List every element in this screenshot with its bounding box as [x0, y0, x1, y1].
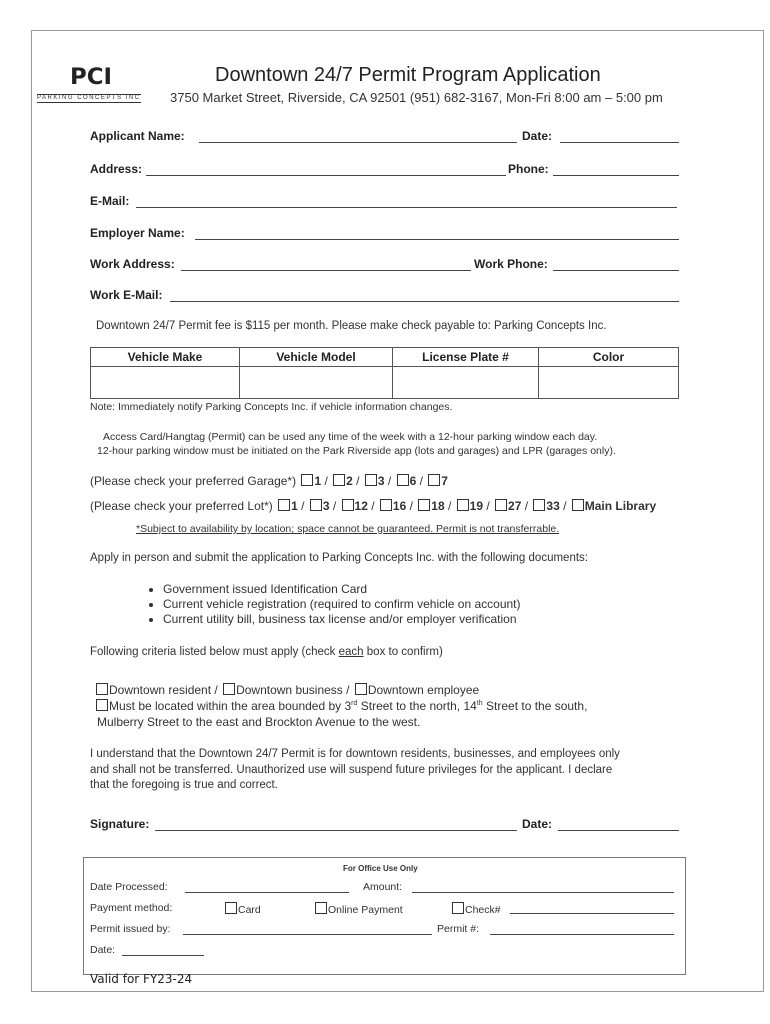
garage-options-row: (Please check your preferred Garage*) 1 / 2 / 3 / 6 / 7	[90, 474, 448, 488]
access-line-1: Access Card/Hangtag (Permit) can be used any time of the week with a 12-hour parking window each day.	[103, 431, 598, 443]
availability-note: *Subject to availability by location; space cannot be guaranteed. Permit is not transferrable.	[136, 523, 560, 535]
garage-checkbox-3[interactable]	[365, 474, 377, 486]
color-header: Color	[539, 348, 679, 367]
vehicle-model-header: Vehicle Model	[240, 348, 393, 367]
date-processed-field[interactable]	[185, 892, 349, 893]
lot-checkbox-12[interactable]	[342, 499, 354, 511]
location-sup-th: th	[476, 700, 483, 707]
signature-date-label: Date:	[522, 817, 553, 831]
resident-checkbox[interactable]	[96, 683, 108, 695]
lot-checkbox-27[interactable]	[495, 499, 507, 511]
location-checkbox[interactable]	[96, 699, 108, 711]
phone-field[interactable]	[553, 175, 679, 176]
date-processed-label: Date Processed:	[90, 881, 168, 893]
lot-option-3: 3	[322, 499, 330, 513]
lot-options-row: (Please check your preferred Lot*) 1 / 3 / 12 / 16 / 18 / 19 / 27 / 33 / Main Library	[90, 499, 657, 513]
lot-prefix: (Please check your preferred Lot*)	[90, 499, 273, 513]
lot-option-16: 16	[392, 499, 407, 513]
check-option	[450, 902, 501, 916]
vehicle-make-cell[interactable]	[91, 367, 240, 399]
lot-option-1: 1	[291, 499, 298, 513]
check-number-field[interactable]	[510, 913, 674, 914]
amount-field[interactable]	[412, 892, 674, 893]
documents-list	[145, 582, 521, 627]
lot-checkbox-1[interactable]	[278, 499, 290, 511]
online-payment-option	[313, 902, 403, 916]
location-sup-rd: rd	[351, 700, 358, 707]
location-text-end: Street to the south,	[482, 699, 588, 713]
work-phone-label: Work Phone:	[474, 257, 548, 271]
email-label: E-Mail:	[90, 194, 130, 208]
svg-text:PCI: PCI	[70, 66, 112, 86]
applicant-name-label: Applicant Name:	[90, 129, 185, 143]
online-payment-label: Online Payment	[328, 904, 403, 916]
card-checkbox[interactable]	[225, 902, 237, 914]
address-field[interactable]	[146, 175, 506, 176]
list-item: • Government issued Identification Card	[163, 582, 521, 597]
signature-date-field[interactable]	[558, 830, 679, 831]
lot-option-12: 12	[354, 499, 368, 513]
office-date-label: Date:	[90, 944, 116, 956]
criteria-location-row	[94, 699, 587, 713]
license-plate-cell[interactable]	[393, 367, 539, 399]
address-label: Address:	[90, 162, 143, 176]
location-text: Must be located within the area bounded by 3	[109, 699, 352, 713]
business-label: Downtown business /	[236, 683, 350, 697]
garage-option-2: 2	[346, 474, 353, 488]
vehicle-note: Note: Immediately notify Parking Concepts Inc. if vehicle information changes.	[90, 401, 453, 413]
garage-prefix: (Please check your preferred Garage*)	[90, 474, 297, 488]
employee-checkbox[interactable]	[355, 683, 367, 695]
signature-field[interactable]	[155, 830, 517, 831]
lot-checkbox-18[interactable]	[418, 499, 430, 511]
lot-checkbox-3[interactable]	[310, 499, 322, 511]
criteria-intro-emphasis: each	[338, 646, 364, 658]
page-title: Downtown 24/7 Permit Program Application	[215, 64, 601, 86]
amount-label: Amount:	[363, 881, 403, 893]
office-use-box	[83, 857, 686, 975]
vehicle-make-header: Vehicle Make	[91, 348, 240, 367]
list-item: • Current utility bill, business tax license and/or employer verification	[163, 612, 521, 627]
permit-number-label: Permit #:	[437, 923, 480, 935]
lot-option-19: 19	[469, 499, 483, 513]
garage-checkbox-1[interactable]	[301, 474, 313, 486]
garage-checkbox-2[interactable]	[333, 474, 345, 486]
criteria-intro-text: Following criteria listed below must apply (check	[90, 646, 339, 658]
location-text-mid: Street to the north, 14	[357, 699, 477, 713]
location-line-2: Mulberry Street to the east and Brockton Avenue to the west.	[97, 715, 421, 729]
fee-text: Downtown 24/7 Permit fee is $115 per month. Please make check payable to: Parking Concepts Inc.	[96, 320, 607, 332]
card-label: Card	[238, 904, 261, 916]
card-option	[223, 902, 261, 916]
employer-name-field[interactable]	[195, 239, 679, 240]
criteria-type-row	[94, 683, 479, 697]
check-checkbox[interactable]	[452, 902, 464, 914]
resident-label: Downtown resident /	[109, 683, 218, 697]
lot-checkbox-19[interactable]	[457, 499, 469, 511]
employer-name-label: Employer Name:	[90, 226, 185, 240]
garage-option-3: 3	[377, 474, 385, 488]
business-checkbox[interactable]	[223, 683, 235, 695]
lot-option-main-library: Main Library	[584, 499, 657, 513]
work-phone-field[interactable]	[553, 270, 679, 271]
list-item: • Current vehicle registration (required to confirm vehicle on account)	[163, 597, 521, 612]
declaration-line-3: that the foregoing is true and correct.	[90, 779, 278, 791]
license-plate-header: License Plate #	[393, 348, 539, 367]
lot-checkbox-16[interactable]	[380, 499, 392, 511]
garage-option-1: 1	[314, 474, 322, 488]
phone-label: Phone:	[508, 162, 549, 176]
vehicle-table	[90, 347, 679, 399]
signature-label: Signature:	[90, 817, 150, 831]
date-label: Date:	[522, 129, 553, 143]
office-address: 3750 Market Street, Riverside, CA 92501 (951) 682-3167, Mon-Fri 8:00 am – 5:00 pm	[170, 90, 663, 105]
lot-checkbox-main-library[interactable]	[572, 499, 584, 511]
email-field[interactable]	[136, 207, 677, 208]
lot-option-33: 33	[546, 499, 560, 513]
apply-text: Apply in person and submit the application to Parking Concepts Inc. with the following documents:	[90, 552, 588, 564]
work-email-label: Work E-Mail:	[90, 288, 163, 302]
pci-logo-icon	[70, 66, 112, 86]
office-date-field[interactable]	[122, 955, 204, 956]
permit-number-field[interactable]	[490, 934, 674, 935]
applicant-name-field[interactable]	[199, 142, 517, 143]
employee-label: Downtown employee	[367, 683, 480, 697]
logo-subtitle: PARKING CONCEPTS INC	[37, 95, 141, 101]
office-title: For Office Use Only	[343, 864, 418, 873]
criteria-intro-text-end: box to confirm)	[363, 646, 443, 658]
work-email-field[interactable]	[170, 301, 679, 302]
check-label: Check#	[465, 904, 501, 916]
garage-option-6: 6	[409, 474, 417, 488]
vehicle-model-cell[interactable]	[240, 367, 393, 399]
work-address-field[interactable]	[181, 270, 471, 271]
access-line-2: 12-hour parking window must be initiated on the Park Riverside app (lots and garages) and LPR (garages only).	[97, 445, 616, 457]
payment-method-label: Payment method:	[90, 902, 173, 914]
color-cell[interactable]	[539, 367, 679, 399]
work-address-label: Work Address:	[90, 257, 175, 271]
garage-checkbox-6[interactable]	[397, 474, 409, 486]
permit-issued-by-field[interactable]	[183, 934, 432, 935]
online-payment-checkbox[interactable]	[315, 902, 327, 914]
declaration-line-1: I understand that the Downtown 24/7 Permit is for downtown residents, businesses, and employees only	[90, 748, 620, 760]
validity-footer: Valid for FY23-24	[90, 972, 193, 986]
garage-option-7: 7	[441, 474, 448, 488]
declaration-line-2: and shall not be transferred. Unauthorized use will suspend future privileges for the applicant. I declare	[90, 764, 613, 776]
permit-issued-by-label: Permit issued by:	[90, 923, 171, 935]
criteria-intro	[90, 646, 443, 658]
lot-checkbox-33[interactable]	[533, 499, 545, 511]
date-field[interactable]	[560, 142, 679, 143]
lot-option-27: 27	[508, 499, 522, 513]
lot-option-18: 18	[431, 499, 445, 513]
garage-checkbox-7[interactable]	[428, 474, 440, 486]
